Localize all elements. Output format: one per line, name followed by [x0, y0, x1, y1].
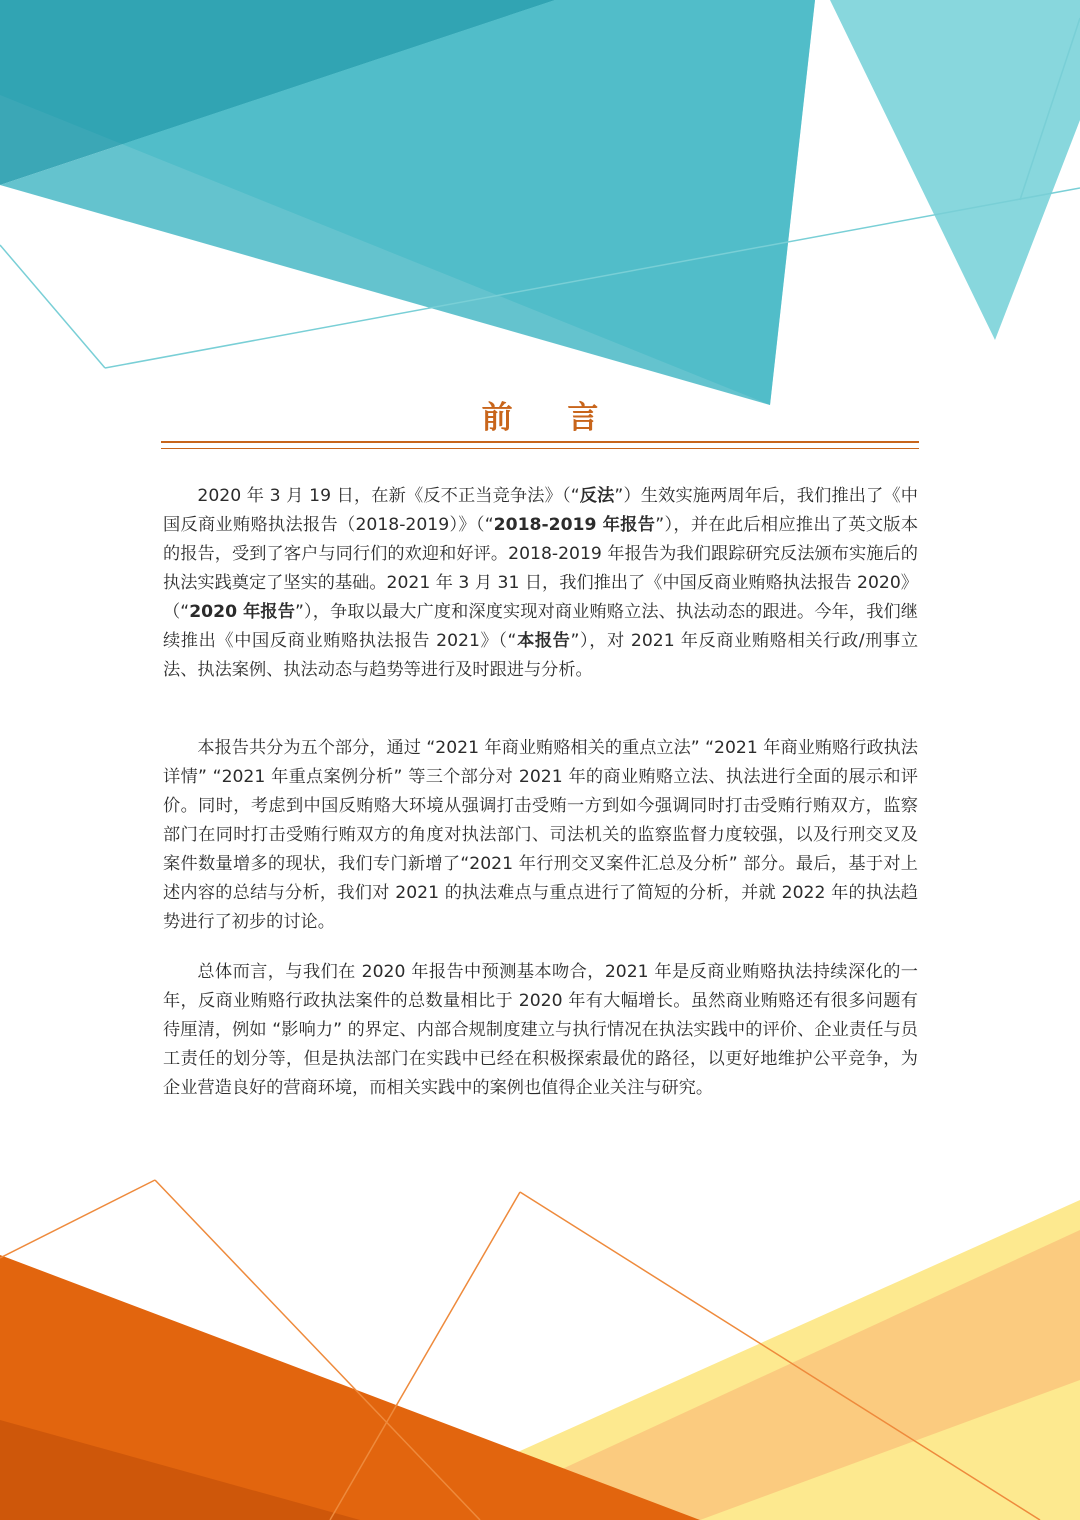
- bold-text-run: 2020 年报告: [189, 602, 296, 622]
- paragraph-2: [163, 734, 918, 937]
- teal-line-1: [0, 245, 105, 368]
- bold-text-run: 2018-2019 年报告: [493, 515, 656, 535]
- text-run: 本报告共分为五个部分，通过 “2021 年商业贿赂相关的重点立法” “2021 年商业贿赂行政执法详情” “2021 年重点案例分析” 等三个部分对 2021 年的商业贿赂立法、执法进行全面的展示和评价。同时，考虑到中国反贿赂大环境从强调打击受贿一方到如今强调同时打击受贿行贿双方，监察部门在同时打击受贿行贿双方的角度对执法部门、司法机关的监察监督力度较强，以及行刑交叉及案件数量增多的现状，我们专门新增了“2021 年行刑交叉案件汇总及分析” 部分。最后，基于对上述内容的总结与分析，我们对 2021 的执法难点与重点进行了简短的分析，并就 2022 年的执法趋势进行了初步的讨论。: [163, 738, 918, 932]
- orange-line-1: [0, 1180, 155, 1258]
- paragraph-3: [163, 958, 918, 1103]
- page-title: 前 言: [481, 400, 621, 436]
- text-run: ”）生效实施两周年后，我们推出了《中国反商业贿赂执法报告（2018-2019）》（“: [163, 486, 918, 535]
- text-run: ”），对 2021 年反商业贿赂相关行政/刑事立法、执法案例、执法动态与趋势等进行及时跟进与分析。: [163, 631, 919, 680]
- teal-shape-top-right: [830, 0, 1080, 340]
- paragraph-1: [163, 482, 918, 685]
- title-divider: [161, 441, 919, 449]
- text-run: ”），并在此后相应推出了英文版本的报告，受到了客户与同行们的欢迎和好评。2018-2019 年报告为我们跟踪研究反法颁布实施后的执法实践奠定了坚实的基础。2021 年 3 月 31 日，我们推出了《中国反商业贿赂执法报告 2020》（“: [163, 515, 919, 622]
- text-run: 2020 年 3 月 19 日，在新《反不正当竞争法》（“: [197, 486, 580, 506]
- bold-text-run: 反法: [579, 486, 615, 506]
- text-run: 总体而言，与我们在 2020 年报告中预测基本吻合，2021 年是反商业贿赂执法持续深化的一年，反商业贿赂行政执法案件的总数量相比于 2020 年有大幅增长。虽然商业贿赂还有很多问题有待厘清，例如 “影响力” 的界定、内部合规制度建立与执行情况在执法实践中的评价、企业责任与员工责任的划分等，但是执法部门在实践中已经在积极探索最优的路径，以更好地维护公平竞争，为企业营造良好的营商环境，而相关实践中的案例也值得企业关注与研究。: [163, 962, 918, 1098]
- bold-text-run: 本报告: [516, 631, 571, 651]
- text-run: ”），争取以最大广度和深度实现对商业贿赂立法、执法动态的跟进。今年，我们继续推出《中国反商业贿赂执法报告 2021》（“: [163, 602, 918, 651]
